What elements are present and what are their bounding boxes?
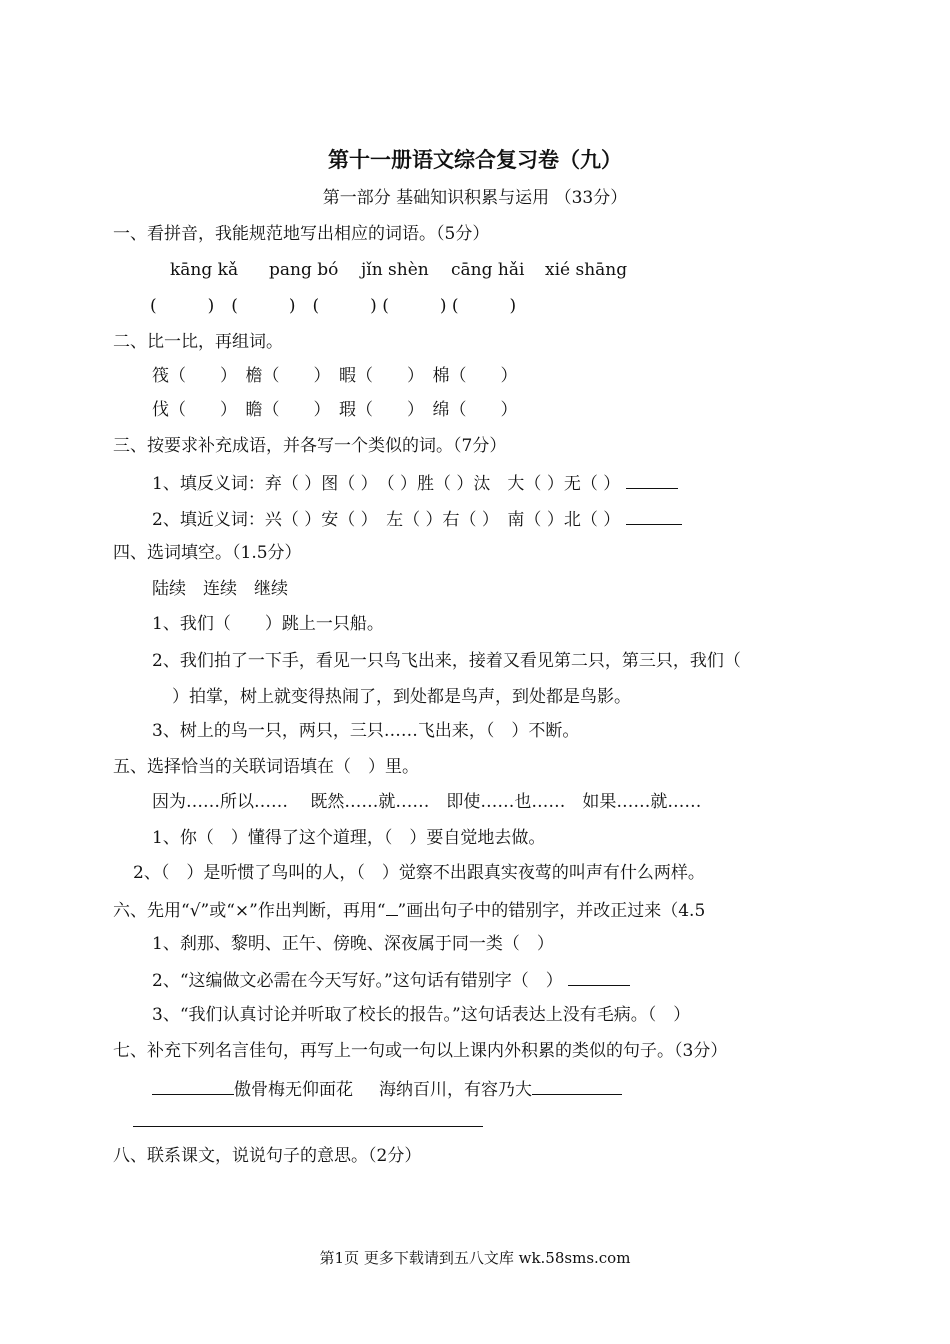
synonym-text: 2、填近义词：兴（ ）安（ ） 左（ ）右（ ） 南（ ）北（ ） bbox=[152, 510, 621, 530]
pinyin-answer-brackets: ( ) ( ) ( ) ( ) ( ) bbox=[150, 296, 517, 316]
pinyin-4: cāng hǎi bbox=[451, 260, 525, 280]
section-3-heading: 三、按要求补充成语，并各写一个类似的词。（7分） bbox=[113, 436, 507, 456]
page-footer: 第1页 更多下载请到五八文库 wk.58sms.com bbox=[319, 1249, 631, 1267]
compare-row-1: 筏（ ） 檐（ ） 暇（ ） 棉（ ） bbox=[152, 366, 518, 386]
quote-left: 傲骨梅无仰面花 bbox=[234, 1080, 353, 1100]
section-8-heading: 八、联系课文，说说句子的意思。（2分） bbox=[113, 1146, 422, 1166]
section-6-heading-part-1: 六、先用“√”或“×”作出判断，再用“ bbox=[113, 901, 386, 921]
judge-question-2-text: 2、“这编做文必需在今天写好。”这句话有错别字（ ） bbox=[152, 971, 563, 991]
answer-blank bbox=[626, 470, 678, 489]
section-7-heading: 七、补充下列名言佳句，再写上一句或一句以上课内外积累的类似的句子。（3分） bbox=[113, 1041, 728, 1061]
pinyin-1: kāng kǎ bbox=[170, 260, 239, 280]
pinyin-2: pang bó bbox=[269, 260, 339, 280]
fill-question-2a: 2、我们拍了一下手，看见一只鸟飞出来，接着又看见第二只，第三只，我们（ bbox=[152, 651, 741, 671]
quote-line bbox=[152, 1076, 622, 1102]
page-subtitle: 第一部分 基础知识积累与运用 （33分） bbox=[322, 188, 628, 208]
pinyin-3: jǐn shèn bbox=[361, 260, 429, 280]
conjunction-options: 因为……所以…… 既然……就…… 即使……也…… 如果……就…… bbox=[152, 792, 702, 812]
judge-question-3: 3、“我们认真讨论并听取了校长的报告。”这句话表达上没有毛病。（ ） bbox=[152, 1005, 691, 1025]
answer-line bbox=[133, 1126, 483, 1127]
section-1-heading: 一、看拼音，我能规范地写出相应的词语。（5分） bbox=[113, 224, 490, 244]
section-2-heading: 二、比一比，再组词。 bbox=[113, 332, 283, 352]
conjunction-question-2: 2、（ ）是听惯了鸟叫的人，（ ）觉察不出跟真实夜莺的叫声有什么两样。 bbox=[133, 863, 705, 883]
fill-question-1: 1、我们（ ）跳上一只船。 bbox=[152, 614, 384, 634]
answer-blank bbox=[626, 506, 682, 525]
word-options: 陆续 连续 继续 bbox=[152, 579, 288, 599]
answer-blank bbox=[532, 1076, 622, 1095]
fill-question-3: 3、树上的鸟一只，两只，三只……飞出来，（ ）不断。 bbox=[152, 721, 580, 741]
section-6-heading-part-2: ”画出句子中的错别字，并改正过来（4.5 bbox=[397, 901, 706, 921]
section-5-heading: 五、选择恰当的关联词语填在（ ）里。 bbox=[113, 757, 419, 777]
pinyin-5: xié shāng bbox=[545, 260, 628, 280]
judge-question-2 bbox=[152, 967, 630, 993]
judge-question-1: 1、刹那、黎明、正午、傍晚、深夜属于同一类（ ） bbox=[152, 934, 554, 954]
pinyin-row bbox=[170, 258, 627, 282]
answer-blank bbox=[568, 967, 630, 986]
conjunction-question-1: 1、你（ ）懂得了这个道理，（ ）要自觉地去做。 bbox=[152, 828, 546, 848]
answer-blank bbox=[152, 1076, 234, 1095]
section-6-heading bbox=[113, 897, 705, 923]
section-4-heading: 四、选词填空。（1.5分） bbox=[113, 543, 302, 563]
compare-row-2: 伐（ ） 瞻（ ） 瑕（ ） 绵（ ） bbox=[152, 400, 518, 420]
synonym-question bbox=[152, 506, 682, 532]
underline-mark bbox=[386, 897, 398, 916]
fill-question-2b: ）拍掌，树上就变得热闹了，到处都是鸟声，到处都是鸟影。 bbox=[172, 687, 631, 707]
quote-right: 海纳百川，有容乃大 bbox=[379, 1080, 532, 1100]
antonym-question bbox=[152, 470, 678, 496]
page-title: 第十一册语文综合复习卷（九） bbox=[328, 147, 622, 172]
antonym-text: 1、填反义词：弃（ ）图（ ） （ ）胜（ ）汰 大（ ）无（ ） bbox=[152, 474, 621, 494]
